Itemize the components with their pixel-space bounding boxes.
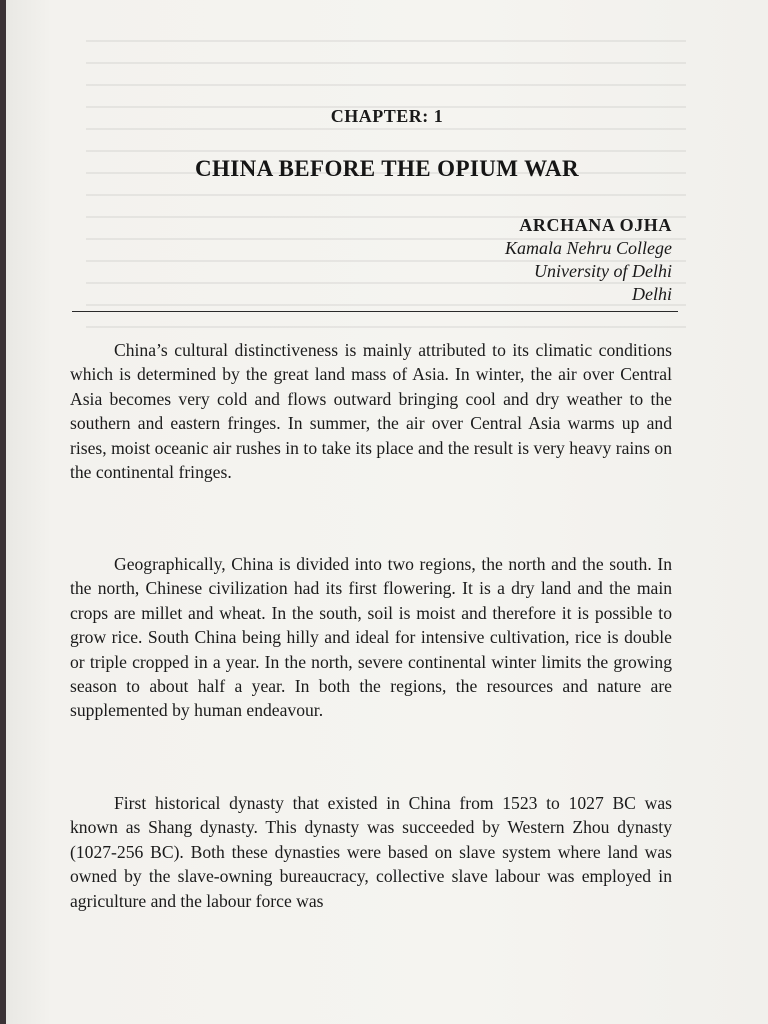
chapter-label: CHAPTER: 1 [330, 106, 444, 126]
book-page [6, 0, 768, 1024]
paragraph-geography: Geographically, China is divided into two regions, the north and the south. In the north, Chinese civilization had its first flowering. It is a dry land and the main crops are millet and wheat. In the south, soil is moist and therefore it is possible to grow rice. South China being hilly and ideal for intensive cultivation, rice is double or triple cropped in a year. In the north, severe continental winter limits the growing season to about half a year. In both the regions, the resources and nature are supplemented by human endeavour. [70, 554, 672, 721]
author-name: ARCHANA OJHA [519, 215, 672, 235]
paragraph-dynasties: First historical dynasty that existed in China from 1523 to 1027 BC was known as Shang dynasty. This dynasty was succeeded by Western Zhou dynasty (1027-256 BC). Both these dynasties were based on slave system where land was owned by the slave-owning bureaucracy, collective slave labour was employed in agriculture and the labour force was [70, 793, 672, 911]
header-rule [72, 311, 678, 312]
author-city: Delhi [632, 284, 672, 304]
paragraph-climate: China’s cultural distinctiveness is mainly attributed to its climatic conditions which is determined by the great land mass of Asia. In winter, the air over Central Asia becomes very cold and flows outward bringing cool and dry weather to the southern and eastern fringes. In summer, the air over Central Asia warms up and rises, moist oceanic air rushes in to take its place and the result is very heavy rains on the continental fringes. [70, 340, 672, 483]
author-block [505, 214, 672, 306]
author-university: University of Delhi [534, 261, 672, 281]
author-college: Kamala Nehru College [505, 238, 672, 258]
chapter-title: CHINA BEFORE THE OPIUM WAR [195, 156, 579, 181]
